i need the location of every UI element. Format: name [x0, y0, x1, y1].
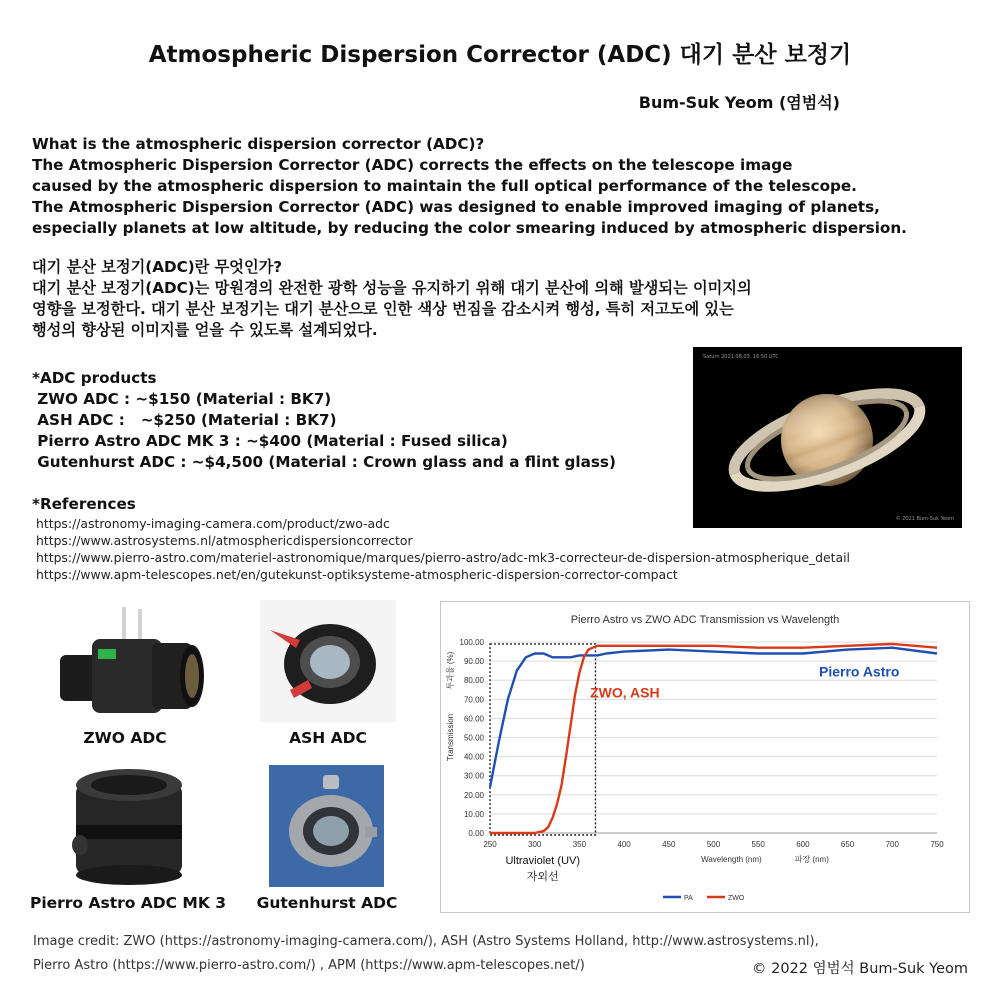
zwo-adc-image — [52, 605, 212, 720]
y-axis-label: Transmission — [446, 713, 455, 762]
chart-title: Pierro Astro vs ZWO ADC Transmission vs Wavelength — [570, 614, 840, 626]
saturn-photo-credit: © 2021 Bum-Suk Yeom — [895, 516, 954, 522]
image-credit-line: Pierro Astro (https://www.pierro-astro.com/) , APM (https://www.apm-telescopes.net/) — [33, 958, 585, 973]
transmission-chart — [440, 601, 970, 913]
products-section — [32, 368, 616, 473]
product-item: Gutenhurst ADC : ~$4,500 (Material : Crown glass and a flint glass) — [32, 453, 616, 471]
x-tick-label: 300 — [528, 840, 542, 849]
uv-label: Ultraviolet (UV) — [505, 855, 581, 867]
products-heading: *ADC products — [32, 369, 157, 387]
saturn-photo-caption: Saturn 2021.08.03. 16:50 UTC — [703, 354, 779, 360]
x-tick-label: 700 — [885, 840, 899, 849]
pierro-astro-adc-label: Pierro Astro ADC MK 3 — [29, 894, 227, 912]
reference-link[interactable]: https://www.apm-telescopes.net/en/gutekunst-optiksysteme-atmospheric-dispersion-corrector-compact — [36, 567, 678, 582]
x-tick-label: 250 — [483, 840, 497, 849]
intro-en-line: especially planets at low altitude, by reducing the color smearing induced by atmospheric dispersion. — [32, 219, 907, 237]
x-tick-label: 450 — [662, 840, 676, 849]
y-tick-label: 60.00 — [463, 714, 484, 724]
x-tick-label: 400 — [617, 840, 631, 849]
y-tick-label: 100.00 — [459, 638, 484, 647]
product-item: Pierro Astro ADC MK 3 : ~$400 (Material : Fused silica) — [32, 432, 508, 450]
y-axis-label-korean: 투과율 (%) — [446, 651, 455, 690]
y-tick-label: 80.00 — [463, 676, 484, 686]
x-tick-label: 650 — [840, 840, 855, 849]
ash-adc-image — [260, 600, 396, 722]
x-tick-label: 350 — [572, 840, 587, 849]
page-title: Atmospheric Dispersion Corrector (ADC) 대기 분산 보정기 — [148, 42, 852, 68]
series-annotation-pierro-astro: Pierro Astro — [818, 663, 900, 680]
pierro-astro-adc-image — [70, 765, 188, 887]
series-annotation-zwo-ash: ZWO, ASH — [590, 684, 660, 701]
intro-ko-heading: 대기 분산 보정기(ADC)란 무엇인가? — [32, 258, 283, 276]
image-credit — [33, 930, 819, 978]
transmission-chart-svg — [441, 602, 969, 912]
y-tick-label: 50.00 — [463, 733, 484, 743]
intro-section — [32, 134, 932, 341]
y-tick-label: 90.00 — [463, 657, 484, 667]
gutenhurst-adc-label: Gutenhurst ADC — [256, 894, 398, 912]
intro-en-heading: What is the atmospheric dispersion corrector (ADC)? — [32, 135, 485, 153]
x-tick-label: 550 — [751, 840, 765, 849]
intro-ko-line: 대기 분산 보정기(ADC)는 망원경의 완전한 광학 성능을 유지하기 위해 대기 분산에 의해 발생되는 이미지의 — [32, 279, 752, 297]
saturn-planet-image — [693, 347, 962, 528]
intro-ko-line: 행성의 향상된 이미지를 얻을 수 있도록 설계되었다. — [32, 321, 378, 339]
saturn-photo — [693, 347, 962, 528]
x-tick-label: 600 — [796, 840, 810, 849]
x-axis-label-korean: 파장 (nm) — [794, 855, 829, 864]
image-credit-line: Image credit: ZWO (https://astronomy-imaging-camera.com/), ASH (Astro Systems Holland, http://www.astrosystems.nl), — [33, 934, 819, 949]
reference-link[interactable]: https://astronomy-imaging-camera.com/product/zwo-adc — [36, 516, 390, 531]
intro-en-line: The Atmospheric Dispersion Corrector (ADC) corrects the effects on the telescope image — [32, 156, 793, 174]
legend-label-pa: PA — [684, 895, 693, 902]
product-item: ASH ADC : ~$250 (Material : BK7) — [32, 411, 337, 429]
y-tick-label: 10.00 — [463, 809, 484, 819]
intro-en-line: caused by the atmospheric dispersion to maintain the full optical performance of the telescope. — [32, 177, 857, 195]
author-name: Bum-Suk Yeom (염범석) — [638, 93, 840, 112]
x-tick-label: 750 — [930, 840, 944, 849]
references-heading: *References — [32, 495, 136, 513]
x-tick-label: 500 — [706, 840, 721, 849]
y-tick-label: 30.00 — [463, 771, 484, 781]
reference-link[interactable]: https://www.astrosystems.nl/atmosphericdispersioncorrector — [36, 533, 413, 548]
x-axis-label: Wavelength (nm) — [701, 855, 762, 864]
y-tick-label: 70.00 — [463, 695, 484, 705]
intro-ko-line: 영향을 보정한다. 대기 분산 보정기는 대기 분산으로 인한 색상 번짐을 감소시켜 행성, 특히 저고도에 있는 — [32, 300, 734, 318]
legend-label-zwo: ZWO — [728, 895, 745, 902]
gutenhurst-adc-image — [269, 765, 384, 887]
product-item: ZWO ADC : ~$150 (Material : BK7) — [32, 390, 332, 408]
zwo-adc-label: ZWO ADC — [83, 729, 167, 747]
ash-adc-label: ASH ADC — [289, 729, 367, 747]
intro-en-line: The Atmospheric Dispersion Corrector (ADC) was designed to enable improved imaging of planets, — [32, 198, 880, 216]
y-tick-label: 40.00 — [463, 752, 484, 762]
reference-link[interactable]: https://www.pierro-astro.com/materiel-astronomique/marques/pierro-astro/adc-mk3-correcteur-de-dispersion-atmospherique_detail — [36, 550, 850, 565]
y-tick-label: 20.00 — [463, 790, 484, 800]
copyright: © 2022 염범석 Bum-Suk Yeom — [752, 961, 968, 977]
y-tick-label: 0.00 — [468, 829, 484, 838]
uv-label-korean: 자외선 — [526, 871, 559, 883]
